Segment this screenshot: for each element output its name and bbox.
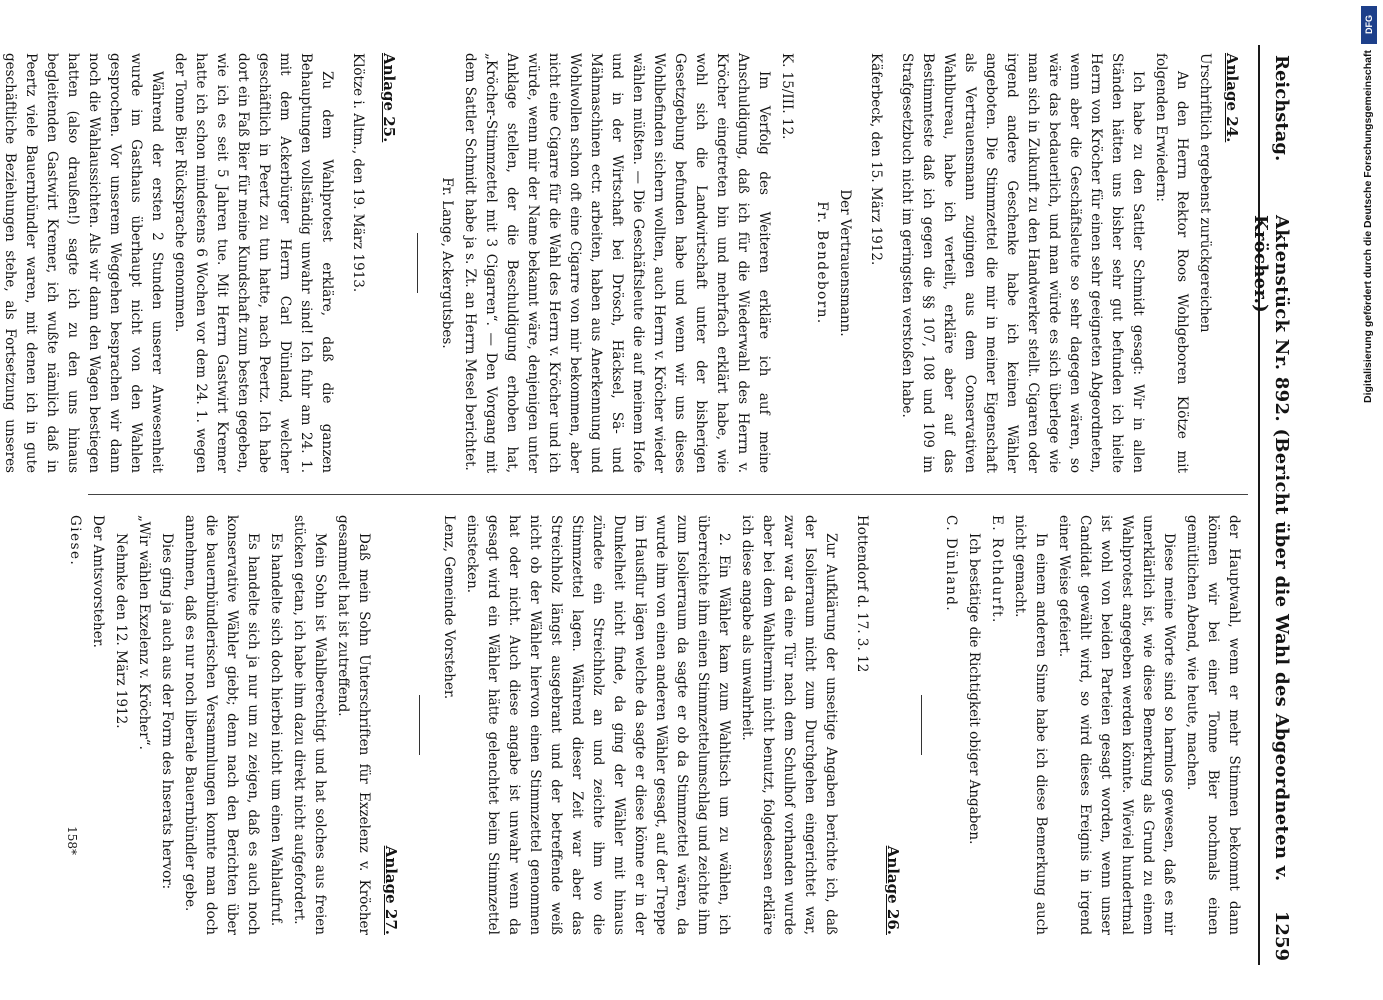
anlage-26-heading: Anlage 26. xyxy=(884,845,902,935)
dfg-logo: DFG xyxy=(1361,6,1377,44)
anlage-24-heading: Anlage 24. xyxy=(1223,53,1241,143)
running-head xyxy=(1250,45,1300,965)
k-reference: K. 15/III. 12. xyxy=(779,53,795,140)
running-head-left: Reichstag. xyxy=(1271,55,1292,162)
anlage-27-body-5: Dies ging ja auch aus der Form des Inserats hervor: xyxy=(159,533,175,890)
running-head-title: Aktenstück Nr. 892. (Bericht über die Wahl des Abgeordneten v. Kröcher.) xyxy=(1250,215,1292,882)
anlage-27-closing: Der Amtsvorsteher. xyxy=(90,515,106,648)
anlage-24-intro: Urschriftlich ergebenst zurückgereichen xyxy=(1197,53,1213,333)
anlage-26-date: Hottendorf d. 17. 3. 12 xyxy=(854,515,870,673)
anlage-27-body-3: Es handelte sich doch hierbei nicht um einen Wahlaufruf. xyxy=(268,533,284,927)
anlage-25-heading: Anlage 25. xyxy=(380,53,398,143)
separator-rule xyxy=(419,695,420,755)
page-footer xyxy=(58,45,88,965)
anlage-27-body-2: Mein Sohn ist Wahlberechtigt und hat solches aus freien stücken getan, ich habe ihm dazu direkt nicht aufgefordert. xyxy=(291,515,328,935)
anlage-25-body-1: Zu dem Wahlprotest erkläre, daß die ganzen Behauptungen vollständig unwahr sind! Ich fuhr am 24. 1. mit dem Ackerbürger Herrn Carl Dünland, welcher geschäftlich in Peertz zu tun hatte, nach Peertz. Ich habe dort ein Faß Bier für meine Kundschaft zum besten gegeben, wie ich es seit 5 Jahren tue. Mit Herrn Gastwirt Kremer hatte ich schon mindestens 6 Wochen vor dem 24. 1. wegen der Tonne Bier Rücksprache genommen. xyxy=(172,53,335,473)
anlage-26-signature: Lenz, Gemeinde Vorsteher. xyxy=(441,515,457,700)
k-section-signature: Fr. Lange, Ackergutsbes. xyxy=(439,177,455,349)
signature-mark: 158* xyxy=(65,826,79,855)
anlage-26-body-1: Zur Aufklärung der unseitige Angaben berichte ich, daß der Isolierraum nicht zum Durchgehen eingerichtet war, zwar war da eine Tür nach dem Schulhof vorhanden wurde aber bei dem Wahltermin nicht benutzt, folgedessen erkläre ich diese angabe als unwahrheit. xyxy=(739,515,839,935)
anlage-27-body-1: Daß mein Sohn Unterschriften für Exzelenz v. Kröcher gesammelt hat ist zutreffend. xyxy=(335,515,372,935)
k-section-body: Im Verfolg des Weiteren erkläre ich auf meine Anschuldigung, daß ich für die Wiederwahl des Herrn v. Kröcher eingetreten bin und mehrfach erklärt habe, wie wohl sich die Landwirtschaft unter der bisherigen Gesetzgebung befunden habe und wenn wir uns dieses Wohlbefinden sichern wollten, auch Herrn v. Kröcher wieder wählen müßten. — Die Geschäftsleute die auf meinem Hofe und in der Wirtschaft bei Drösch, Häcksel, Sä- und Mähmaschinen ectr. arbeiten, haben aus Anerkennung und Wohlwollen schon oft eine Cigarre von mir bekommen, aber nicht eine Cigarre für die Wahl des Herrn v. Kröcher und ich würde, wenn mir der Name bekannt wäre, denjenigen unter Anklage stellen, der die Beschuldigung erhoben hat, „Kröcher-Stimmzettel mit 3 Cigarren“. — Den Vorgang mit dem Sattler Schmidt habe ja s. Zt. an Herrn Mesel berichtet. xyxy=(462,53,772,473)
anlage-27-body-4: Es handelte sich ja nur um zu zeigen, daß es auch noch konservative Wähler giebt; denn nach den Berichten über die bauernbündlerischen Versammlungen konnte man doch annehmen, daß es nur noch liberale Bauernbündler gebe. xyxy=(182,515,261,935)
anlage-24-address: An den Herrn Rektor Roos Wohlgeboren Klötze mit folgenden Erwiedern: xyxy=(1153,53,1190,473)
left-column xyxy=(2,53,1244,473)
anlage-27-heading: Anlage 27. xyxy=(382,845,400,935)
anlage-25-body-2: Während der ersten 2 Stunden unserer Anwesenheit wurde im Gasthaus überhaupt nicht von den Wahlen gesprochen. Vor unserem Weggehen besprachen wir dann noch die Wahlaussichten. Als wir dann den Wagen bestiegen hatten (also draußen!) sagte ich zu den uns hinaus begleitenden Gastwirt Kremer, ich wußte nämlich daß in Peertz viele Bauernbündler waren, mit denen ich in gute geschäftliche Beziehungen stehe, als Fortsetzung unseres xyxy=(2,53,165,473)
anlage-25-date: Klötze i. Altm., den 19. März 1913. xyxy=(350,53,366,293)
separator-rule xyxy=(417,233,418,293)
anlage-25-signature: E. Rothdurft. xyxy=(989,515,1005,624)
anlage-26-body-2: 2. Ein Wähler kam zum Wahltisch um zu wählen, ich überreichte ihm einen Stimmzettelumschlag und zeichte ihm zum Isolierraum da sagte er ob da Stimmzettel wären, da wurde ihm von einen anderen Wähler gesagt, auf der Treppe im Hausflur lägen welche da sagte er diese könne er in der Dunkelheit nicht finde, da ging der Wähler mit hinaus zündete ein Streichholz an und zeichte ihm wo die Stimmzettel lagen. Während dieser Zeit war aber das Streichholz längst ausgebrant und der betreffende weiß nicht ob der Wähler hiervon einen Stimmzettel genommen hat oder nicht. Auch diese angabe ist unwahr wenn da gesagt wird ein Wähler hätte gelenchtet beim Stimmzettel einstecken. xyxy=(464,515,732,935)
page-number: 1259 xyxy=(1271,910,1292,961)
dfg-credit-text: Digitalisierung gefördert durch die Deutsche Forschungsgemeinschaft xyxy=(1362,50,1374,403)
anlage-25-confirmation: Ich bestätige die Richtigkeit obiger Angaben. xyxy=(966,533,982,845)
anlage-24-date: Käferbeck, den 15. März 1912. xyxy=(868,53,884,266)
anlage-27-signature: Giese. xyxy=(67,515,83,567)
document-page xyxy=(2,45,1300,965)
separator-rule xyxy=(921,695,922,755)
anlage-25-body-4: In einem anderen Sinne habe ich diese Bemerkung auch nicht gemacht. xyxy=(1012,515,1049,935)
column-divider xyxy=(88,494,1248,495)
anlage-25-continuation: der Hauptwahl, wenn er mehr Stimmen bekommt dann können wir bei einer Tonne Bier nochmals einen gemütlichen Abend, wie heute, machen. xyxy=(1184,515,1242,935)
anlage-24-body: Ich habe zu den Sattler Schmidt gesagt: Wir in allen Ständen hätten uns bisher sehr gut befunden ich hielte Herrn von Kröcher für einen sehr geeigneten Abgeordneten, wenn aber die Geschäftsleute so sehr dagegen wären, so wäre das bedauerlich, und man würde es sich überlege wie man sich in Zukunft zu den Handwerker stellt. Cigaren oder irgend andere Geschenke habe ich keinen Wähler angeboten. Die Stimmzettel die mir in meiner Eigenschaft als Vertrauensmann zugingen aus dem Conservativen Wahlbureau, habe ich verteilt, erkläre aber auf das Bestimmteste daß ich gegen die §§ 107, 108 und 109 im Strafgesetzbuch nicht im geringsten verstoßen habe. xyxy=(899,53,1146,473)
anlage-24-closing: Der Vertrauensmann. xyxy=(837,189,853,337)
anlage-25-body-3: Diese meine Worte sind so harmlos gewesen, daß es mir unerklärlich ist, wie diese Bemerkung als Grund zu einem Wahlprotest angegeben werden könnte. Wieviel hundertmal ist wohl von beiden Parteien gesagt worden, wenn unser Candidat gewählt wird, so wird dieses Ereignis in irgend einer Weise gefeiert. xyxy=(1056,515,1177,935)
dfg-credit-bar xyxy=(1357,0,1383,1000)
anlage-25-cosigner: C. Dünland. xyxy=(943,515,959,613)
anlage-24-signature: Fr. Bendeborn. xyxy=(814,201,830,325)
anlage-27-quote: „Wir wählen Exzelenz v. Kröcher“. xyxy=(136,515,152,750)
anlage-27-date: Nehmke den 12. März 1912. xyxy=(113,533,129,729)
